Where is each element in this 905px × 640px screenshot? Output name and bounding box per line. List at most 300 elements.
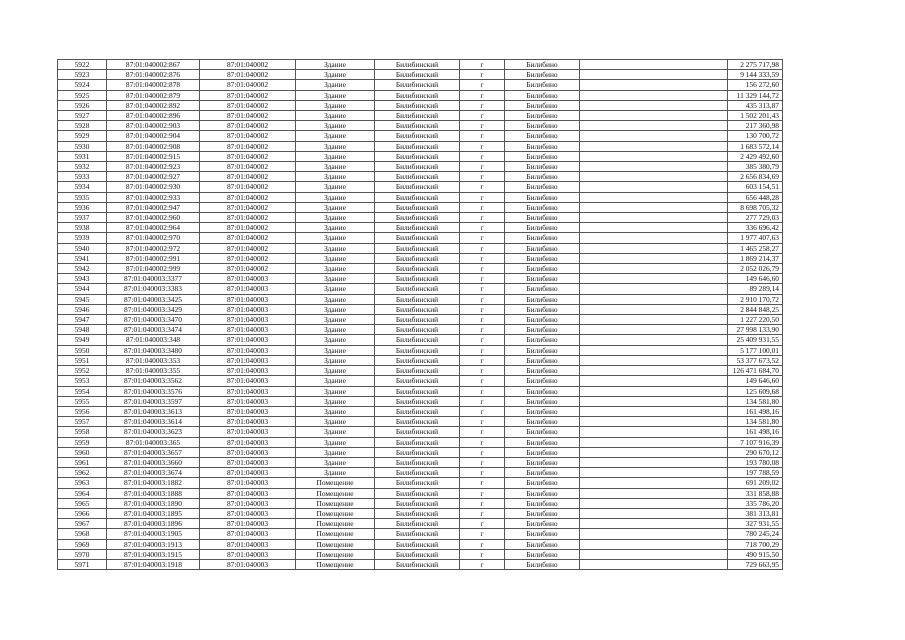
object-type: Помещение <box>296 498 375 508</box>
cadastral-number: 87:01:040003:3383 <box>107 284 200 294</box>
row-number: 5959 <box>58 437 107 447</box>
cadastral-value: 2 429 492,60 <box>728 151 783 161</box>
object-type: Здание <box>296 162 375 172</box>
table-row <box>58 498 783 508</box>
address-cell <box>580 80 728 90</box>
row-number: 5968 <box>58 529 107 539</box>
locality-kind: г <box>460 427 505 437</box>
district-name: Билибинский <box>375 162 460 172</box>
address-cell <box>580 243 728 253</box>
cadastral-number: 87:01:040003:3623 <box>107 427 200 437</box>
cadastral-number: 87:01:040002:867 <box>107 60 200 70</box>
row-number: 5930 <box>58 141 107 151</box>
cadastral-block: 87:01:040003 <box>200 376 296 386</box>
cadastral-number: 87:01:040002:972 <box>107 243 200 253</box>
row-number: 5971 <box>58 559 107 569</box>
cadastral-block: 87:01:040003 <box>200 447 296 457</box>
locality-name: Билибино <box>505 529 580 539</box>
cadastral-number: 87:01:040003:348 <box>107 335 200 345</box>
locality-name: Билибино <box>505 539 580 549</box>
table-row <box>58 121 783 131</box>
locality-name: Билибино <box>505 233 580 243</box>
cadastral-block: 87:01:040003 <box>200 539 296 549</box>
locality-name: Билибино <box>505 488 580 498</box>
locality-name: Билибино <box>505 447 580 457</box>
cadastral-block: 87:01:040003 <box>200 508 296 518</box>
object-type: Здание <box>296 315 375 325</box>
locality-name: Билибино <box>505 457 580 467</box>
district-name: Билибинский <box>375 223 460 233</box>
district-name: Билибинский <box>375 457 460 467</box>
cadastral-block: 87:01:040002 <box>200 243 296 253</box>
row-number: 5951 <box>58 355 107 365</box>
locality-kind: г <box>460 111 505 121</box>
locality-kind: г <box>460 325 505 335</box>
locality-name: Билибино <box>505 304 580 314</box>
locality-name: Билибино <box>505 478 580 488</box>
table-row <box>58 335 783 345</box>
object-type: Здание <box>296 264 375 274</box>
object-type: Здание <box>296 223 375 233</box>
cadastral-block: 87:01:040003 <box>200 396 296 406</box>
cadastral-value: 327 931,55 <box>728 519 783 529</box>
locality-kind: г <box>460 60 505 70</box>
cadastral-number: 87:01:040003:1913 <box>107 539 200 549</box>
cadastral-value: 656 448,28 <box>728 192 783 202</box>
cadastral-block: 87:01:040002 <box>200 90 296 100</box>
table-row <box>58 539 783 549</box>
table-row <box>58 213 783 223</box>
address-cell <box>580 437 728 447</box>
district-name: Билибинский <box>375 335 460 345</box>
cadastral-number: 87:01:040003:3562 <box>107 376 200 386</box>
locality-name: Билибино <box>505 182 580 192</box>
cadastral-block: 87:01:040003 <box>200 345 296 355</box>
locality-name: Билибино <box>505 253 580 263</box>
table-row <box>58 243 783 253</box>
locality-kind: г <box>460 549 505 559</box>
table-row <box>58 386 783 396</box>
cadastral-number: 87:01:040002:915 <box>107 151 200 161</box>
cadastral-block: 87:01:040002 <box>200 111 296 121</box>
cadastral-block: 87:01:040003 <box>200 488 296 498</box>
locality-name: Билибино <box>505 111 580 121</box>
district-name: Билибинский <box>375 447 460 457</box>
locality-name: Билибино <box>505 315 580 325</box>
table-row <box>58 355 783 365</box>
table-row <box>58 90 783 100</box>
object-type: Здание <box>296 284 375 294</box>
district-name: Билибинский <box>375 396 460 406</box>
address-cell <box>580 172 728 182</box>
cadastral-value: 490 915,50 <box>728 549 783 559</box>
object-type: Здание <box>296 233 375 243</box>
locality-kind: г <box>460 121 505 131</box>
cadastral-value: 9 144 333,59 <box>728 70 783 80</box>
table-row <box>58 253 783 263</box>
object-type: Здание <box>296 366 375 376</box>
cadastral-block: 87:01:040003 <box>200 386 296 396</box>
cadastral-number: 87:01:040002:970 <box>107 233 200 243</box>
locality-name: Билибино <box>505 376 580 386</box>
cadastral-block: 87:01:040003 <box>200 529 296 539</box>
cadastral-number: 87:01:040003:3576 <box>107 386 200 396</box>
locality-kind: г <box>460 162 505 172</box>
locality-name: Билибино <box>505 345 580 355</box>
district-name: Билибинский <box>375 264 460 274</box>
cadastral-block: 87:01:040003 <box>200 304 296 314</box>
cadastral-block: 87:01:040003 <box>200 406 296 416</box>
cadastral-number: 87:01:040003:3657 <box>107 447 200 457</box>
cadastral-block: 87:01:040002 <box>200 172 296 182</box>
table-row <box>58 284 783 294</box>
table-row <box>58 396 783 406</box>
table-row <box>58 80 783 90</box>
district-name: Билибинский <box>375 294 460 304</box>
row-number: 5962 <box>58 468 107 478</box>
row-number: 5935 <box>58 192 107 202</box>
table-row <box>58 325 783 335</box>
cadastral-number: 87:01:040003:3474 <box>107 325 200 335</box>
row-number: 5965 <box>58 498 107 508</box>
address-cell <box>580 141 728 151</box>
cadastral-block: 87:01:040002 <box>200 223 296 233</box>
row-number: 5931 <box>58 151 107 161</box>
table-row <box>58 111 783 121</box>
object-type: Здание <box>296 325 375 335</box>
table-row <box>58 182 783 192</box>
cadastral-block: 87:01:040002 <box>200 233 296 243</box>
locality-name: Билибино <box>505 80 580 90</box>
cadastral-block: 87:01:040002 <box>200 264 296 274</box>
object-type: Здание <box>296 151 375 161</box>
cadastral-number: 87:01:040003:353 <box>107 355 200 365</box>
locality-name: Билибино <box>505 121 580 131</box>
cadastral-value: 53 377 673,52 <box>728 355 783 365</box>
row-number: 5941 <box>58 253 107 263</box>
cadastral-number: 87:01:040002:933 <box>107 192 200 202</box>
cadastral-value: 335 786,20 <box>728 498 783 508</box>
document-sheet <box>57 59 782 570</box>
locality-kind: г <box>460 488 505 498</box>
address-cell <box>580 304 728 314</box>
address-cell <box>580 131 728 141</box>
cadastral-block: 87:01:040002 <box>200 121 296 131</box>
address-cell <box>580 121 728 131</box>
row-number: 5969 <box>58 539 107 549</box>
table-row <box>58 468 783 478</box>
row-number: 5928 <box>58 121 107 131</box>
table-row <box>58 457 783 467</box>
district-name: Билибинский <box>375 355 460 365</box>
cadastral-value: 336 696,42 <box>728 223 783 233</box>
locality-kind: г <box>460 182 505 192</box>
cadastral-number: 87:01:040003:1915 <box>107 549 200 559</box>
cadastral-value: 1 869 214,37 <box>728 253 783 263</box>
cadastral-block: 87:01:040003 <box>200 559 296 569</box>
row-number: 5957 <box>58 417 107 427</box>
district-name: Билибинский <box>375 508 460 518</box>
table-row <box>58 60 783 70</box>
object-type: Здание <box>296 304 375 314</box>
table-row <box>58 274 783 284</box>
row-number: 5956 <box>58 406 107 416</box>
cadastral-value: 1 977 407,63 <box>728 233 783 243</box>
locality-kind: г <box>460 213 505 223</box>
address-cell <box>580 519 728 529</box>
locality-kind: г <box>460 529 505 539</box>
cadastral-value: 2 052 026,79 <box>728 264 783 274</box>
row-number: 5922 <box>58 60 107 70</box>
locality-kind: г <box>460 90 505 100</box>
locality-kind: г <box>460 406 505 416</box>
table-row <box>58 519 783 529</box>
locality-kind: г <box>460 100 505 110</box>
cadastral-value: 331 858,88 <box>728 488 783 498</box>
cadastral-block: 87:01:040003 <box>200 519 296 529</box>
locality-kind: г <box>460 151 505 161</box>
cadastral-block: 87:01:040003 <box>200 366 296 376</box>
address-cell <box>580 335 728 345</box>
locality-name: Билибино <box>505 335 580 345</box>
cadastral-number: 87:01:040003:3597 <box>107 396 200 406</box>
cadastral-value: 89 289,14 <box>728 284 783 294</box>
locality-kind: г <box>460 539 505 549</box>
district-name: Билибинский <box>375 437 460 447</box>
row-number: 5949 <box>58 335 107 345</box>
address-cell <box>580 182 728 192</box>
district-name: Билибинский <box>375 284 460 294</box>
cadastral-number: 87:01:040003:1905 <box>107 529 200 539</box>
row-number: 5946 <box>58 304 107 314</box>
object-type: Здание <box>296 60 375 70</box>
cadastral-number: 87:01:040002:991 <box>107 253 200 263</box>
address-cell <box>580 457 728 467</box>
address-cell <box>580 294 728 304</box>
row-number: 5933 <box>58 172 107 182</box>
district-name: Билибинский <box>375 100 460 110</box>
cadastral-value: 729 663,95 <box>728 559 783 569</box>
cadastral-block: 87:01:040002 <box>200 213 296 223</box>
row-number: 5927 <box>58 111 107 121</box>
cadastral-number: 87:01:040003:3377 <box>107 274 200 284</box>
object-type: Здание <box>296 396 375 406</box>
cadastral-block: 87:01:040003 <box>200 457 296 467</box>
cadastral-block: 87:01:040003 <box>200 437 296 447</box>
cadastral-value: 290 670,12 <box>728 447 783 457</box>
locality-kind: г <box>460 519 505 529</box>
address-cell <box>580 264 728 274</box>
cadastral-value: 780 245,24 <box>728 529 783 539</box>
district-name: Билибинский <box>375 172 460 182</box>
cadastral-value: 125 609,68 <box>728 386 783 396</box>
district-name: Билибинский <box>375 151 460 161</box>
object-type: Здание <box>296 111 375 121</box>
object-type: Здание <box>296 121 375 131</box>
table-row <box>58 549 783 559</box>
table-row <box>58 264 783 274</box>
row-number: 5923 <box>58 70 107 80</box>
cadastral-value: 27 998 133,90 <box>728 325 783 335</box>
row-number: 5954 <box>58 386 107 396</box>
locality-kind: г <box>460 131 505 141</box>
cadastral-value: 217 360,98 <box>728 121 783 131</box>
address-cell <box>580 60 728 70</box>
locality-kind: г <box>460 437 505 447</box>
object-type: Здание <box>296 70 375 80</box>
object-type: Здание <box>296 80 375 90</box>
cadastral-value: 197 788,59 <box>728 468 783 478</box>
row-number: 5936 <box>58 202 107 212</box>
locality-name: Билибино <box>505 508 580 518</box>
row-number: 5958 <box>58 427 107 437</box>
district-name: Билибинский <box>375 243 460 253</box>
locality-kind: г <box>460 264 505 274</box>
table-row <box>58 233 783 243</box>
cadastral-number: 87:01:040002:930 <box>107 182 200 192</box>
cadastral-value: 2 844 848,25 <box>728 304 783 314</box>
row-number: 5948 <box>58 325 107 335</box>
table-row <box>58 559 783 569</box>
locality-name: Билибино <box>505 417 580 427</box>
object-type: Здание <box>296 468 375 478</box>
object-type: Здание <box>296 294 375 304</box>
row-number: 5952 <box>58 366 107 376</box>
locality-name: Билибино <box>505 141 580 151</box>
locality-kind: г <box>460 457 505 467</box>
district-name: Билибинский <box>375 253 460 263</box>
address-cell <box>580 488 728 498</box>
cadastral-block: 87:01:040003 <box>200 355 296 365</box>
cadastral-block: 87:01:040002 <box>200 70 296 80</box>
locality-name: Билибино <box>505 396 580 406</box>
table-row <box>58 294 783 304</box>
cadastral-number: 87:01:040002:904 <box>107 131 200 141</box>
locality-kind: г <box>460 294 505 304</box>
cadastral-block: 87:01:040003 <box>200 498 296 508</box>
cadastral-number: 87:01:040003:3480 <box>107 345 200 355</box>
table-row <box>58 304 783 314</box>
locality-name: Билибино <box>505 202 580 212</box>
cadastral-value: 149 646,60 <box>728 274 783 284</box>
cadastral-value: 7 107 916,39 <box>728 437 783 447</box>
row-number: 5926 <box>58 100 107 110</box>
locality-kind: г <box>460 355 505 365</box>
object-type: Помещение <box>296 529 375 539</box>
cadastral-block: 87:01:040002 <box>200 202 296 212</box>
table-row <box>58 508 783 518</box>
locality-name: Билибино <box>505 559 580 569</box>
object-type: Здание <box>296 447 375 457</box>
address-cell <box>580 406 728 416</box>
object-type: Здание <box>296 243 375 253</box>
locality-name: Билибино <box>505 549 580 559</box>
table-row <box>58 478 783 488</box>
district-name: Билибинский <box>375 427 460 437</box>
locality-kind: г <box>460 274 505 284</box>
cadastral-block: 87:01:040002 <box>200 151 296 161</box>
locality-kind: г <box>460 202 505 212</box>
cadastral-number: 87:01:040002:876 <box>107 70 200 80</box>
row-number: 5964 <box>58 488 107 498</box>
table-row <box>58 131 783 141</box>
address-cell <box>580 549 728 559</box>
row-number: 5934 <box>58 182 107 192</box>
row-number: 5967 <box>58 519 107 529</box>
object-type: Здание <box>296 406 375 416</box>
district-name: Билибинский <box>375 315 460 325</box>
address-cell <box>580 427 728 437</box>
address-cell <box>580 396 728 406</box>
locality-name: Билибино <box>505 162 580 172</box>
object-type: Здание <box>296 172 375 182</box>
district-name: Билибинский <box>375 376 460 386</box>
cadastral-value-table <box>57 59 783 570</box>
district-name: Билибинский <box>375 478 460 488</box>
table-row <box>58 488 783 498</box>
row-number: 5945 <box>58 294 107 304</box>
district-name: Билибинский <box>375 488 460 498</box>
cadastral-block: 87:01:040002 <box>200 141 296 151</box>
district-name: Билибинский <box>375 202 460 212</box>
object-type: Здание <box>296 141 375 151</box>
locality-kind: г <box>460 417 505 427</box>
cadastral-block: 87:01:040003 <box>200 335 296 345</box>
cadastral-value: 385 380,79 <box>728 162 783 172</box>
row-number: 5960 <box>58 447 107 457</box>
district-name: Билибинский <box>375 325 460 335</box>
district-name: Билибинский <box>375 345 460 355</box>
district-name: Билибинский <box>375 131 460 141</box>
cadastral-number: 87:01:040003:1896 <box>107 519 200 529</box>
cadastral-number: 87:01:040003:3425 <box>107 294 200 304</box>
address-cell <box>580 366 728 376</box>
locality-kind: г <box>460 498 505 508</box>
row-number: 5966 <box>58 508 107 518</box>
address-cell <box>580 100 728 110</box>
locality-name: Билибино <box>505 437 580 447</box>
address-cell <box>580 386 728 396</box>
locality-name: Билибино <box>505 243 580 253</box>
address-cell <box>580 478 728 488</box>
cadastral-block: 87:01:040003 <box>200 274 296 284</box>
district-name: Билибинский <box>375 366 460 376</box>
district-name: Билибинский <box>375 559 460 569</box>
address-cell <box>580 151 728 161</box>
object-type: Помещение <box>296 488 375 498</box>
cadastral-number: 87:01:040003:3614 <box>107 417 200 427</box>
locality-name: Билибино <box>505 498 580 508</box>
locality-kind: г <box>460 447 505 457</box>
locality-name: Билибино <box>505 223 580 233</box>
cadastral-number: 87:01:040002:923 <box>107 162 200 172</box>
cadastral-block: 87:01:040002 <box>200 80 296 90</box>
locality-name: Билибино <box>505 151 580 161</box>
row-number: 5944 <box>58 284 107 294</box>
table-row <box>58 529 783 539</box>
object-type: Здание <box>296 457 375 467</box>
address-cell <box>580 162 728 172</box>
locality-name: Билибино <box>505 427 580 437</box>
locality-kind: г <box>460 386 505 396</box>
table-row <box>58 417 783 427</box>
district-name: Билибинский <box>375 182 460 192</box>
address-cell <box>580 70 728 80</box>
locality-kind: г <box>460 376 505 386</box>
locality-kind: г <box>460 253 505 263</box>
locality-kind: г <box>460 141 505 151</box>
cadastral-number: 87:01:040003:3470 <box>107 315 200 325</box>
